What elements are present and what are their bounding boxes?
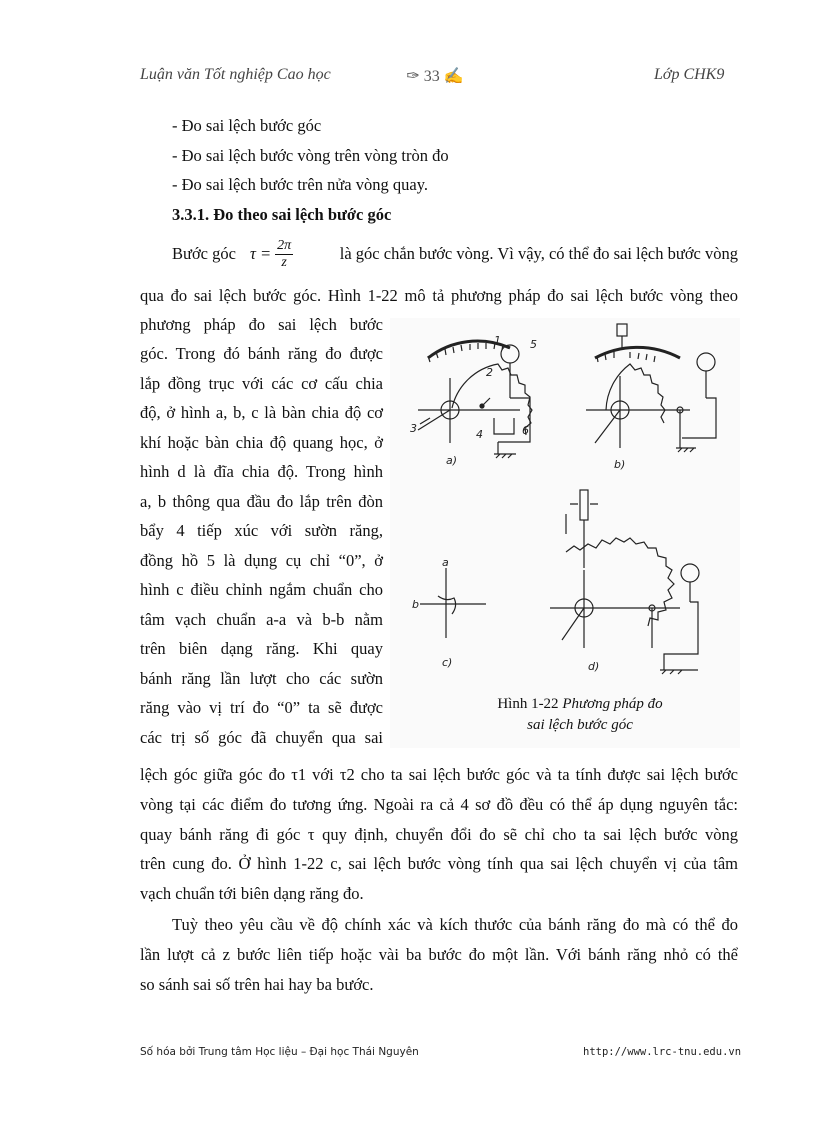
body-line: các trị số góc đã chuyển qua sai <box>140 728 383 747</box>
figure-1-22 <box>390 318 740 748</box>
page-number: ✑ 33 ✍ <box>406 68 464 85</box>
body-line: trên cung đo. Ở hình 1-22 c, sai lệch bước vòng tính qua sai lệch chuyển vị của tâm <box>140 854 738 873</box>
figure-label-c: c) <box>442 656 453 669</box>
figure-callout-1: 1 <box>494 334 501 347</box>
body-line: bánh răng lần lượt cho các sườn <box>140 669 383 688</box>
body-line: hình c điều chỉnh ngắm chuẩn cho <box>140 580 383 599</box>
body-line: góc. Trong đó bánh răng đo được <box>140 344 383 363</box>
body-line: tâm vạch chuẩn a-a và b-b nằm <box>140 610 383 629</box>
running-header-title: Luận văn Tốt nghiệp Cao học <box>140 66 331 83</box>
body-line: răng vào vị trí đo “0” ta sẽ được <box>140 698 383 717</box>
figure-callout-5: 5 <box>530 338 537 351</box>
body-line: độ, ở hình a, b, c là bàn chia độ cơ <box>140 403 383 422</box>
formula-lhs: τ = <box>249 244 272 263</box>
figure-callout-3: 3 <box>410 422 417 435</box>
body-line: hình d là đĩa chia độ. Trong hình <box>140 462 383 481</box>
body-line: vòng tại các điểm đo tương ứng. Ngoài ra cả 4 sơ đồ đều có thể áp dụng nguyên tắc: <box>140 795 738 814</box>
bullet-item: - Đo sai lệch bước vòng trên vòng tròn đo <box>172 146 449 165</box>
figure-caption-number: Hình 1-22 <box>497 696 559 712</box>
running-header-class: Lớp CHK9 <box>654 66 725 83</box>
formula-fraction <box>275 238 293 271</box>
body-line: đồng hồ 5 là dụng cụ chỉ “0”, ở <box>140 551 383 570</box>
figure-axis-a: a <box>442 556 449 569</box>
body-line: quay bánh răng đi góc τ quy định, chuyển đổi đo sẽ chỉ cho ta sai lệch bước vòng <box>140 825 738 844</box>
body-line: Tuỳ theo yêu cầu về độ chính xác và kích thước của bánh răng đo mà có thể đo <box>172 915 738 934</box>
figure-label-b: b) <box>614 458 626 471</box>
body-line: phương pháp đo sai lệch bước <box>140 315 383 334</box>
figure-axis-b: b <box>412 598 419 611</box>
figure-caption-title-2: sai lệch bước góc <box>527 717 633 733</box>
body-line: lắp đồng trục với các cơ cấu chia <box>140 374 383 393</box>
footer-url[interactable]: http://www.lrc-tnu.edu.vn <box>583 1046 742 1058</box>
body-line: khí hoặc bàn chia độ quang học, ở <box>140 433 383 452</box>
formula-line <box>172 236 738 272</box>
figure-label-d: d) <box>588 660 600 673</box>
body-line: lần lượt cả z bước liên tiếp hoặc vài ba bước đo một lần. Với bánh răng nhỏ có thể <box>140 945 738 964</box>
measurement-diagram <box>390 318 740 748</box>
formula-numerator: 2π <box>277 237 292 253</box>
section-heading: 3.3.1. Đo theo sai lệch bước góc <box>172 205 392 224</box>
bullet-item: - Đo sai lệch bước trên nửa vòng quay. <box>172 175 429 194</box>
body-line: lệch góc giữa góc đo τ1 với τ2 cho ta sai lệch bước góc và ta tính được sai lệch bước <box>140 765 738 784</box>
figure-label-a: a) <box>446 454 458 467</box>
figure-caption-title-1: Phương pháp đo <box>562 696 663 712</box>
figure-callout-4: 4 <box>476 428 483 441</box>
formula-lead-text: Bước góc <box>172 244 236 263</box>
formula-tail-text: là góc chắn bước vòng. Vì vậy, có thể đo sai lệch bước vòng <box>339 244 738 263</box>
body-line: qua đo sai lệch bước góc. Hình 1-22 mô tả phương pháp đo sai lệch bước vòng theo <box>140 286 738 305</box>
body-line: so sánh sai số trên hai hay ba bước. <box>140 975 374 994</box>
body-line: bẩy 4 tiếp xúc với sườn răng, <box>140 521 383 540</box>
bullet-item: - Đo sai lệch bước góc <box>172 116 322 135</box>
body-line: vạch chuẩn tới biên dạng răng đo. <box>140 884 364 903</box>
footer-source: Số hóa bởi Trung tâm Học liệu – Đại học Thái Nguyên <box>140 1046 419 1058</box>
figure-callout-2: 2 <box>486 366 493 379</box>
body-line: trên biên dạng răng. Khi quay <box>140 639 383 658</box>
figure-caption <box>470 694 690 736</box>
figure-callout-6: 6 <box>522 424 529 437</box>
formula-denominator: z <box>281 254 287 270</box>
body-line: a, b thông qua đầu đo lắp trên đòn <box>140 492 383 511</box>
